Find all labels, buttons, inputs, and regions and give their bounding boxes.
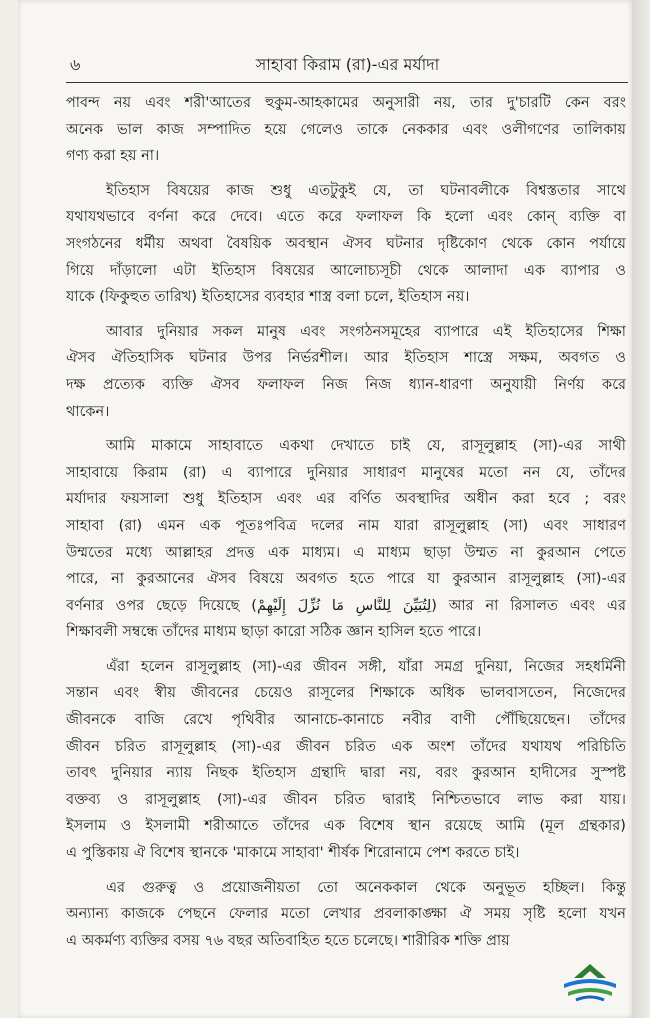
text-line: ঐসব ঐতিহাসিক ঘটনার উপর নির্ভরশীল। আর ইতিহাস শাস্ত্রে সক্ষম, অবগত ও <box>66 350 626 367</box>
text-line: অন্যান্য কাজকে পেছনে ফেলার মতো লেখার প্রবলাকাঙ্ক্ষা ঐ সময় সৃষ্টি হলো যখন <box>66 906 626 923</box>
text-line: আমি মাকামে সাহাবাতে একথা দেখাতে চাই যে, রাসূলুল্লাহ (সা)-এর সাথী <box>106 438 626 455</box>
paragraph-gap <box>66 311 626 319</box>
paragraph <box>66 178 626 311</box>
paragraph-gap <box>66 425 626 433</box>
text-line: থাকেন। <box>66 403 110 420</box>
text-line: অনেক ভাল কাজ সম্পাদিত হয়ে গেলেও তাকে নেককার এবং ওলীগণের তালিকায় <box>66 121 626 138</box>
text-line: সংগঠনের ধর্মীয় অথবা বৈষয়িক অবস্থান ঐসব ঘটনার দৃষ্টিকোণ থেকে কোন পর্যায়ে <box>66 235 626 252</box>
text-line: আবার দুনিয়ার সকল মানুষ এবং সংগঠনসমূহের ব্যাপারে এই ইতিহাসের শিক্ষা <box>106 323 626 340</box>
text-line: যথাযথভাবে বর্ণনা করে দেবে। এতে করে ফলাফল কি হলো এবং কোন্ ব্যক্তি বা <box>66 209 626 226</box>
header-rule <box>66 82 628 83</box>
text-line: এ অকর্মণ্য ব্যক্তির বসয় ৭৬ বছর অতিবাহিত হতে চলেছে। শারীরিক শক্তি প্রায় <box>66 932 510 949</box>
paragraph <box>66 875 626 955</box>
page-body <box>66 90 626 954</box>
text-line: বর্ণনার ওপর ছেড়ে দিয়েছে (لِتُبَيِّنَ لِلنَّاسِ مَا نُزِّلَ إِلَيْهِمْ) আর না রিসালত এবং এর <box>66 597 626 614</box>
page-header <box>70 52 625 78</box>
page-edge <box>632 0 650 1018</box>
paragraph <box>66 90 626 170</box>
text-line: যাকে (ফিকুহুত তারিখ) ইতিহাসের ব্যবহার শাস্ত্র বলা চলে, ইতিহাস নয়। <box>66 289 470 306</box>
text-line: ইসলাম ও ইসলামী শরীআতে তাঁদের এক বিশেষ স্থান রয়েছে আমি (মূল গ্রন্থকার) <box>66 818 626 835</box>
text-line: তাবৎ দুনিয়ার ন্যায় নিছক ইতিহাস গ্রন্থাদি দ্বারা নয়, বরং কুরআন হাদীসের সুস্পষ্ট <box>66 765 626 782</box>
text-line: জীবন চরিত রাসূলুল্লাহ (সা)-এর জীবন চরিত এক অংশ তাঁদের যথাযথ পরিচিতি <box>66 738 626 755</box>
text-line: এঁরা হলেন রাসূলুল্লাহ (সা)-এর জীবন সঙ্গী, যাঁরা সমগ্র দুনিয়া, নিজের সহধর্মিনী <box>106 658 626 675</box>
text-line: শিক্ষাবলী সম্বন্ধে তাঁদের মাধ্যম ছাড়া কারো সঠিক জ্ঞান হাসিল হতে পারে। <box>66 624 482 641</box>
text-line: ইতিহাস বিষয়ের কাজ শুধু এতটুকুই যে, তা ঘটনাবলীকে বিশ্বস্ততার সাথে <box>106 182 626 199</box>
text-line: এ পুস্তিকায় ঐ বিশেষ স্থানকে 'মাকামে সাহাবা' শীর্ষক শিরোনামে পেশ করতে চাই। <box>66 845 520 862</box>
text-line: গণ্য করা হয় না। <box>66 148 160 165</box>
paragraph-gap <box>66 867 626 875</box>
text-line: এর গুরুত্ব ও প্রয়োজনীয়তা তো অনেককাল থেকে অনুভূত হচ্ছিল। কিন্তু <box>106 879 626 896</box>
text-line: গিয়ে দাঁড়ালো এটা ইতিহাস বিষয়ের আলোচ্যসূচী থেকে আলাদা এক ব্যাপার ও <box>66 262 626 279</box>
paragraph-gap <box>66 170 626 178</box>
text-line: জীবনকে বাজি রেখে পৃথিবীর আনাচে-কানাচে নবীর বাণী পৌঁছিয়েছেন। তাঁদের <box>66 712 626 729</box>
text-line: সন্তান এবং স্বীয় জীবনের চেয়েও রাসূলের শিক্ষাকে অধিক ভালবাসতেন, নিজেদের <box>66 685 626 702</box>
paragraph <box>66 654 626 867</box>
text-line: পাবন্দ নয় এবং শরী'আতের হুকুম-আহকামের অনুসারী নয়, তার দু'চারটি কেন বরং <box>66 95 626 111</box>
text-line: উম্মতের মধ্যে আল্লাহর প্রদত্ত এক মাধ্যম। এ মাধ্যম ছাড়া উম্মত না কুরআন পেতে <box>66 544 626 561</box>
text-line: সাহাবায়ে কিরাম (রা) এ ব্যাপারে দুনিয়ার সাধারণ মানুষের মতো নন যে, তাঁদের <box>66 464 626 481</box>
text-line: পারে, না কুরআনের ঐসব বিষয়ে অবগত হতে পারে যা কুরআন রাসূলুল্লাহ (সা)-এর <box>66 571 626 588</box>
paragraph <box>66 433 626 646</box>
text-line: মর্যাদার ফয়সালা শুধু ইতিহাস এবং এর বর্ণিত অবস্থাদির অধীন করা হবে ; বরং <box>66 491 626 508</box>
publisher-logo-icon <box>560 960 620 1004</box>
text-line: দক্ষ প্রত্যেক ব্যক্তি ঐসব ফলাফল নিজ নিজ ধ্যান-ধারণা অনুযায়ী নির্ণয় করে <box>66 376 626 393</box>
text-line: বক্তব্য ও রাসূলুল্লাহ (সা)-এর জীবন চরিত দ্বারাই নিশ্চিতভাবে লাভ করা যায়। <box>66 791 626 808</box>
paragraph-gap <box>66 646 626 654</box>
page-number: ৬ <box>70 55 81 74</box>
paragraph <box>66 319 626 425</box>
running-title: সাহাবা কিরাম (রা)-এর মর্যাদা <box>255 55 440 74</box>
text-line: সাহাবা (রা) এমন এক পূতঃপবিত্র দলের নাম যারা রাসূলুল্লাহ (সা) এবং সাধারণ <box>66 517 626 534</box>
